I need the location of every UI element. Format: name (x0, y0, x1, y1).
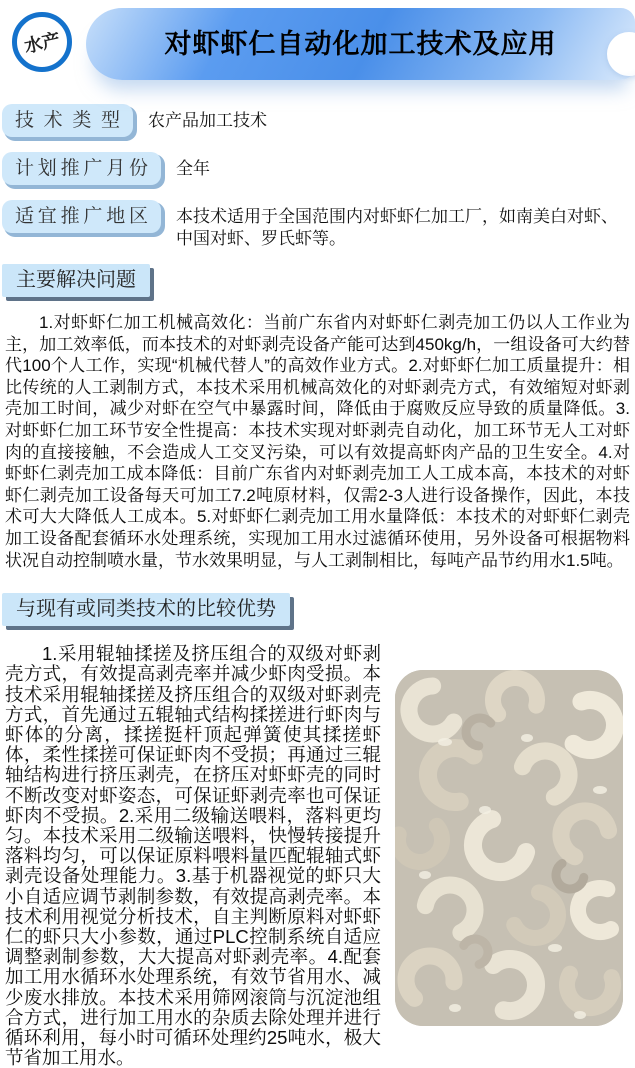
shrimp-photo-graphic (395, 670, 623, 1026)
field-value-promo-month: 全年 (176, 159, 210, 178)
page-header (0, 0, 635, 98)
section-title-comparative-advantages: 与现有或同类技术的比较优势 (2, 593, 290, 626)
comparative-advantages-paragraph: 1.采用辊轴揉搓及挤压组合的双级对虾剥壳方式，有效提高剥壳率并减少虾肉受损。本技术采用辊轴揉搓及挤压组合的双级对虾剥壳方式，首先通过五辊轴式结构揉搓进行虾肉与虾体的分离，揉搓挺杆顶起弹簧使其揉搓虾体，柔性揉搓可保证虾肉不受损；再通过三辊轴结构进行挤压剥壳，在挤压对虾虾壳的同时不断改变对虾姿态，可保证虾剥壳率也可保证虾肉不受损。2.采用二级输送喂料，落料更均匀。本技术采用二级输送喂料，快慢转接提升落料均匀，可以保证原料喂料量匹配辊轴式虾剥壳设备处理能力。3.基于机器视觉的虾只大小自适应调节剥制参数，有效提高剥壳率。本技术利用视觉分析技术，自主判断原料对虾虾仁的虾只大小参数，通过PLC控制系统自适应调整剥制参数，大大提高对虾剥壳率。4.配套加工用水循环水处理系统，有效节省用水、减少废水排放。本技术采用筛网滚筒与沉淀池组合方式，进行加工用水的杂质去除处理并进行循环利用，每小时可循环处理约25吨水，极大节省加工用水。 (5, 643, 381, 1068)
aquatic-category-badge (12, 12, 72, 72)
section-comparative-advantages (0, 593, 635, 1068)
field-label-promo-region: 适宜推广地区 (2, 200, 161, 233)
field-value-promo-region: 本技术适用于全国范围内对虾虾仁加工厂，如南美白对虾、中国对虾、罗氏虾等。 (176, 207, 618, 248)
field-label-tech-type: 技术类型 (2, 104, 133, 137)
field-row-promo-region (2, 200, 635, 249)
badge-label: 水产 (22, 29, 62, 57)
problems-solved-paragraph: 1.对虾虾仁加工机械高效化：当前广东省内对虾虾仁剥壳加工仍以人工作业为主，加工效率低，而本技术的对虾剥壳设备产能可达到450kg/h，一组设备可大约替代100个人工作，实现“机械代替人”的高效作业方式。2.对虾虾仁加工质量提升：相比传统的人工剥制方式，本技术采用机械高效化的对虾剥壳方式，有效缩短对虾剥壳加工时间，减少对虾在空气中暴露时间，降低由于腐败反应导致的质量降低。3.对虾虾仁加工环节安全性提高：本技术实现对虾剥壳自动化，加工环节无人工对虾肉的直接接触，不会造成人工交叉污染，可以有效提高虾肉产品的卫生安全。4.对虾虾仁剥壳加工成本降低：目前广东省内对虾剥壳加工人工成本高，本技术的对虾虾仁剥壳加工设备每天可加工7.2吨原材料，仅需2-3人进行设备操作，因此，本技术可大大降低人工成本。5.对虾虾仁剥壳加工用水量降低：本技术的对虾虾仁剥壳加工设备配套循环水处理系统，实现加工用水过滤循环使用，另外设备可根据物料状况自动控制喷水量，节水效果明显，与人工剥制相比，每吨产品节约用水1.5吨。 (5, 313, 630, 570)
shrimp-photo (395, 670, 623, 1026)
section-problems-solved (0, 264, 635, 571)
field-label-promo-month: 计划推广月份 (2, 152, 161, 185)
field-row-tech-type (2, 104, 635, 137)
meta-fields (2, 104, 635, 249)
field-value-tech-type: 农产品加工技术 (148, 111, 267, 130)
field-row-promo-month (2, 152, 635, 185)
page-title: 对虾虾仁自动化加工技术及应用 (164, 29, 557, 59)
comparative-advantages-block (5, 644, 630, 1068)
section-title-problems-solved: 主要解决问题 (2, 264, 150, 297)
title-bar (86, 8, 635, 80)
